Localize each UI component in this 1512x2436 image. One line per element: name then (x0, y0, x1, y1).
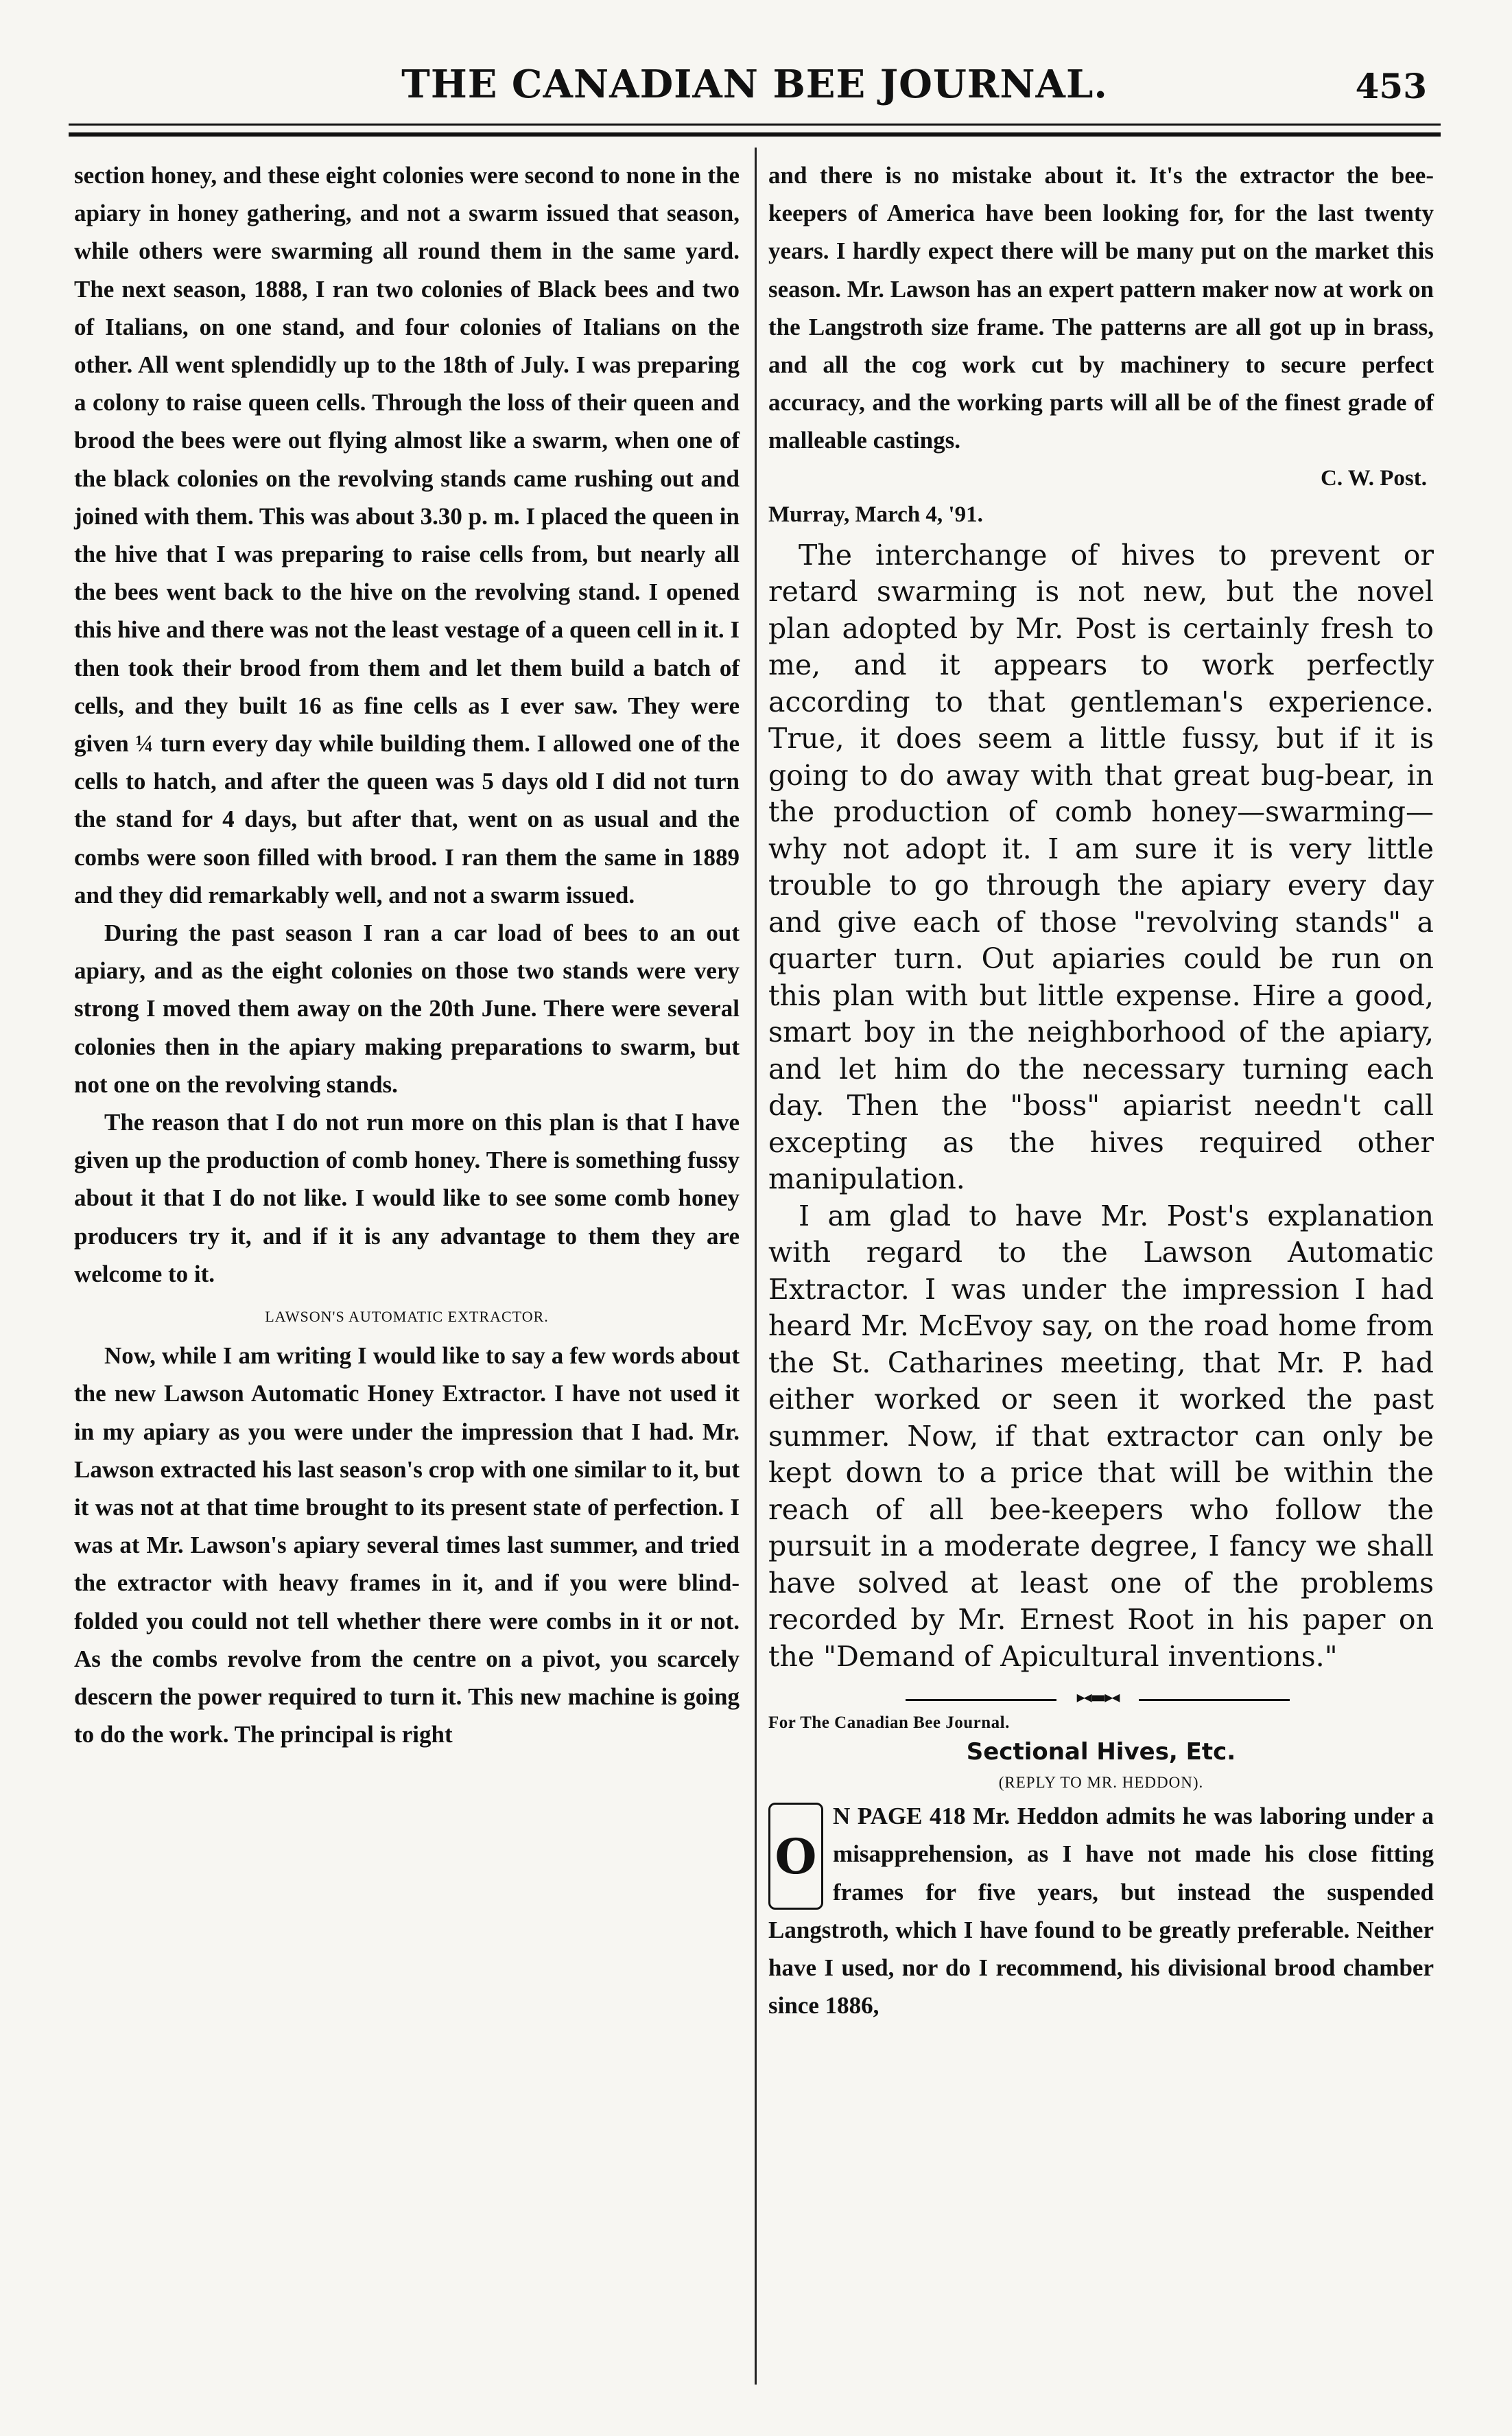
page-number: 453 (1355, 66, 1427, 106)
article-title: Sectional Hives, Etc. (966, 1738, 1236, 1766)
article-body (768, 1797, 1434, 2024)
page-header (69, 62, 1441, 117)
right-last-paragraph: N PAGE 418 Mr. Heddon admits he was laboring under a misapprehension, as I have not made his close fitting frames for five years, but instead the suspended Langstroth, which I have found to be greatly preferable. Neither have I used, nor do I recommend, his divisional brood chamber since 1886, (768, 1803, 1434, 2019)
lawson-extractor-subhead: LAWSON'S AUTOMATIC EXTRACTOR. (265, 1308, 549, 1326)
reply-subtitle: (REPLY TO MR. HEDDON). (998, 1774, 1204, 1792)
left-paragraph-1: section honey, and these eight colonies were second to none in the apiary in honey gathering, and not a swarm issued that season, while others were swarming all round them in the same yard. The next season, 1888, I ran two colonies of Black bees and two of Italians, on one stand, and four colonies of Italians on the other. All went splendidly up to the 18th of July. I was preparing a colony to raise queen cells. Through the loss of their queen and brood the bees were out flying almost like a swarm, when one of the black colonies on the revolving stands came rushing out and joined with them. This was about 3.30 p. m. I placed the queen in the hive that I was preparing to raise cells from, but nearly all the bees went back to the hive on the revolving stand. I opened this hive and there was not the least vestage of a queen cell in it. I then took their brood from them and let them build a batch of cells, and they built 16 as fine cells as I ever saw. They were given ¼ turn every day while building them. I allowed one of the cells to hatch, and after the queen was 5 days old I did not turn the stand for 4 days, but after that, went on as usual and the combs were soon filled with brood. I ran them the same in 1889 and they did remarkably well, and not a swarm issued. (74, 162, 740, 909)
header-rule-thick (69, 132, 1441, 137)
signature: C. W. Post. (1321, 465, 1427, 491)
left-paragraph-3: The reason that I do not run more on this plan is that I have given up the production of comb honey. There is something fussy about it that I do not like. I would like to see some comb honey producers try it, and if it is any advantage to them they are welcome to it. (74, 1109, 740, 1287)
ornament-center: ▸◂▬▸◂ (1076, 1687, 1119, 1707)
for-journal-line: For The Canadian Bee Journal. (768, 1713, 1010, 1733)
section-ornament (768, 1687, 1434, 1707)
editorial-paragraph-2: I am glad to have Mr. Post's explanation with regard to the Lawson Automatic Extractor. I was under the impression I had heard Mr. McEvoy say, on the road home from the St. Catharines meeting, that Mr. P. had either worked or seen it worked the past summer. Now, if that extractor can only be kept down to a price that will be within the reach of all bee-keepers who follow the pursuit in a moderate degree, I fancy we shall have solved at least one of the problems recorded by Mr. Ernest Root in his paper on the "Demand of Apicultural inventions." (768, 1199, 1434, 1673)
header-rule-thin (69, 124, 1441, 126)
right-column (768, 156, 1434, 2024)
left-paragraph-4: Now, while I am writing I would like to say a few words about the new Lawson Automatic Honey Extractor. I have not used it in my apiary as you were under the impression that I had. Mr. Lawson extracted his last season's crop with one similar to it, but it was not at that time brought to its present state of perfection. I was at Mr. Lawson's apiary several times last summer, and tried the extractor with heavy frames in it, and if you were blind-folded you could not tell whether there were combs in it or not. As the combs revolve from the centre on a pivot, you scarcely descern the power required to turn it. This new machine is going to do the work. The principal is right (74, 1342, 740, 1748)
right-paragraph-1: and there is no mistake about it. It's the extractor the bee-keepers of America have been looking for, for the last twenty years. I hardly expect there will be many put on the market this season. Mr. Lawson has an expert pattern maker now at work on the Langstroth size frame. The patterns are all got up in brass, and all the cog work cut by machinery to secure perfect accuracy, and the working parts will all be of the finest grade of malleable castings. (768, 162, 1434, 454)
left-paragraph-2: During the past season I ran a car load of bees to an out apiary, and as the eight colonies on those two stands were very strong I moved them away on the 20th June. There were several colonies then in the apiary making preparations to swarm, but not one on the revolving stands. (74, 920, 740, 1098)
journal-title: THE CANADIAN BEE JOURNAL. (401, 62, 1108, 107)
column-divider (755, 148, 757, 2385)
drop-cap-letter: O (768, 1803, 823, 1910)
ornament-line-right (1139, 1699, 1290, 1701)
ornament-line-left (906, 1699, 1056, 1701)
left-column (74, 156, 740, 1753)
place-date: Murray, March 4, '91. (768, 502, 983, 527)
editorial-paragraph-1: The interchange of hives to prevent or retard swarming is not new, but the novel plan adopted by Mr. Post is certainly fresh to me, and it appears to work perfectly according to that gentleman's experience. True, it does seem a little fussy, but if it is going to do away with that great bug-bear, in the production of comb honey—swarming—why not adopt it. I am sure it is very little trouble to go through the apiary every day and give each of those "revolving stands" a quarter turn. Out apiaries could be run on this plan with but little expense. Hire a good, smart boy in the neighborhood of the apiary, and let him do the necessary turning each day. Then the "boss" apiarist needn't call excepting as the hives required other manipulation. (768, 538, 1434, 1196)
